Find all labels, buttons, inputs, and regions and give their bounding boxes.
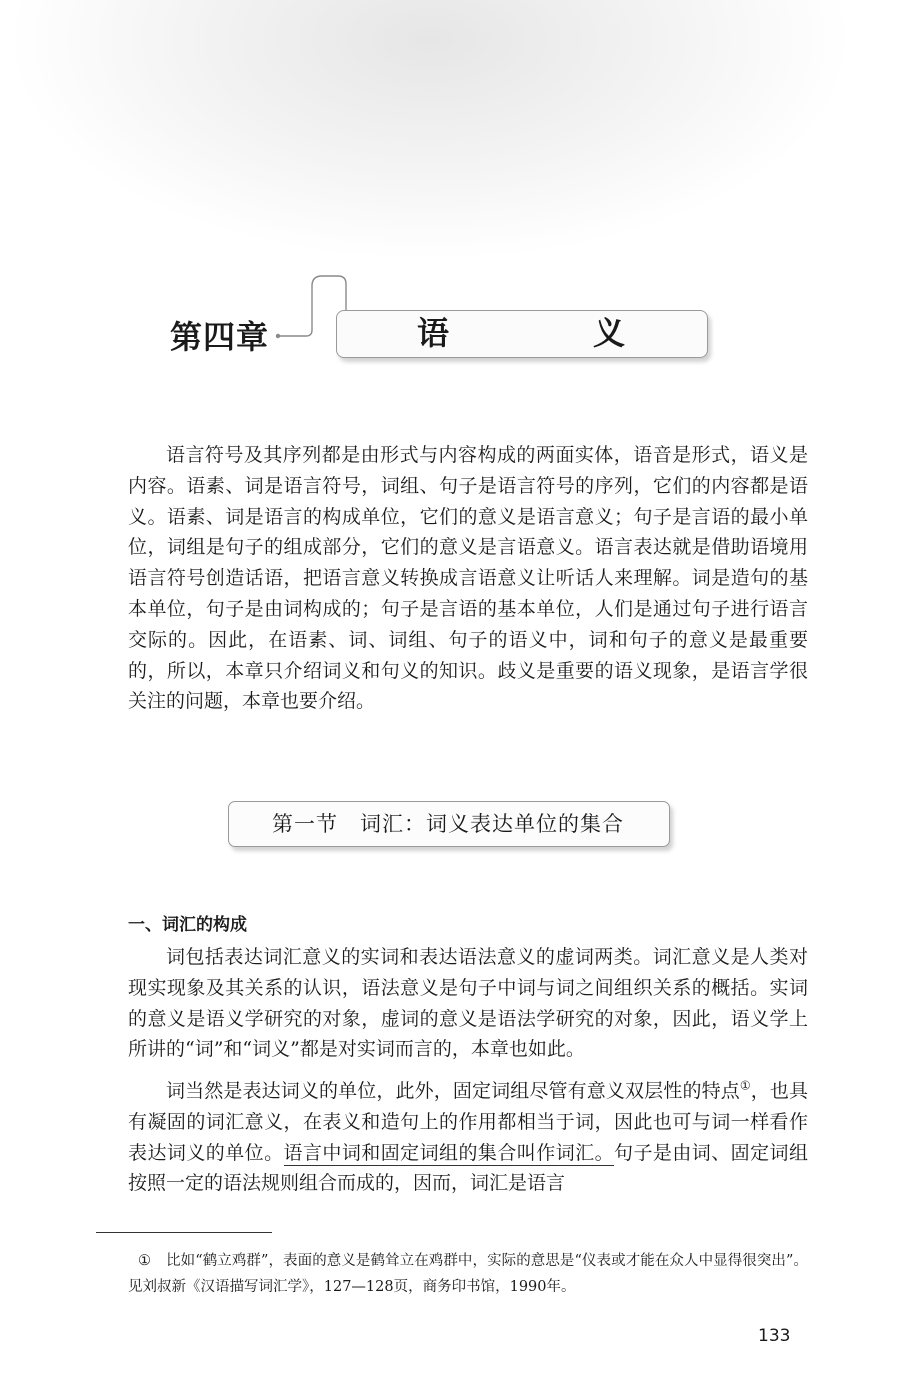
paragraph-text: 词包括表达词汇意义的实词和表达语法意义的虚词两类。词汇意义是人类对现实现象及其关系的认识，语法意义是句子中词与词之间组织关系的概括。实词的意义是语义学研究的对象，虚词的意义是语法学研究的对象，因此，语义学上所讲的“词”和“词义”都是对实词而言的，本章也如此。 [128,946,808,1061]
section-number: 第一节 [272,812,338,836]
body-paragraph-2 [128,1076,808,1199]
page-number: 133 [758,1326,791,1346]
section-heading [228,808,668,840]
footnote-text: 比如“鹤立鸡群”，表面的意义是鹤耸立在鸡群中，实际的意思是“仪表或才能在众人中显得很突出”。见刘叔新《汉语描写词汇学》，127—128页，商务印书馆，1990年。 [128,1253,808,1295]
chapter-intro [128,440,808,717]
chapter-title: 语 义 [416,314,681,352]
paragraph-text-part: 词当然是表达词义的单位，此外，固定词组尽管有意义双层性的特点 [166,1080,740,1102]
subsection-heading: 一、词汇的构成 [128,915,247,935]
footnote-divider [96,1232,272,1233]
definition-underlined: 语言中词和固定词组的集合叫作词汇。 [283,1141,615,1164]
paragraph-text-part: ，也具有凝固的词汇意义，在表义和造句上的作用都相当于词，因此也可与词一样看作表达词义的单位。 [128,1080,808,1164]
paragraph-text [128,1076,808,1199]
footnote-marker: ① [138,1253,151,1269]
paragraph-text-part: 句子是由词、固定词组按照一定的语法规则组合而成的，因而，词汇是语言 [128,1141,808,1195]
section-title: 词汇：词义表达单位的集合 [360,812,624,836]
footnote [128,1248,808,1300]
body-paragraph-1 [128,942,808,1065]
chapter-number: 第四章 [170,318,270,356]
footnote-reference[interactable]: ① [739,1078,751,1093]
intro-paragraph: 语言符号及其序列都是由形式与内容构成的两面实体，语音是形式，语义是内容。语素、词是语言符号，词组、句子是语言符号的序列，它们的内容都是语义。语素、词是语言的构成单位，它们的意义是语言意义；句子是言语的最小单位，词组是句子的组成部分，它们的意义是言语意义。语言表达就是借助语境用语言符号创造话语，把语言意义转换成言语意义让听话人来理解。词是造句的基本单位，句子是由词构成的；句子是言语的基本单位，人们是通过句子进行语言交际的。因此，在语素、词、词组、句子的语义中，词和句子的意义是最重要的，所以，本章只介绍词义和句义的知识。歧义是重要的语义现象，是语言学很关注的问题，本章也要介绍。 [128,444,808,713]
